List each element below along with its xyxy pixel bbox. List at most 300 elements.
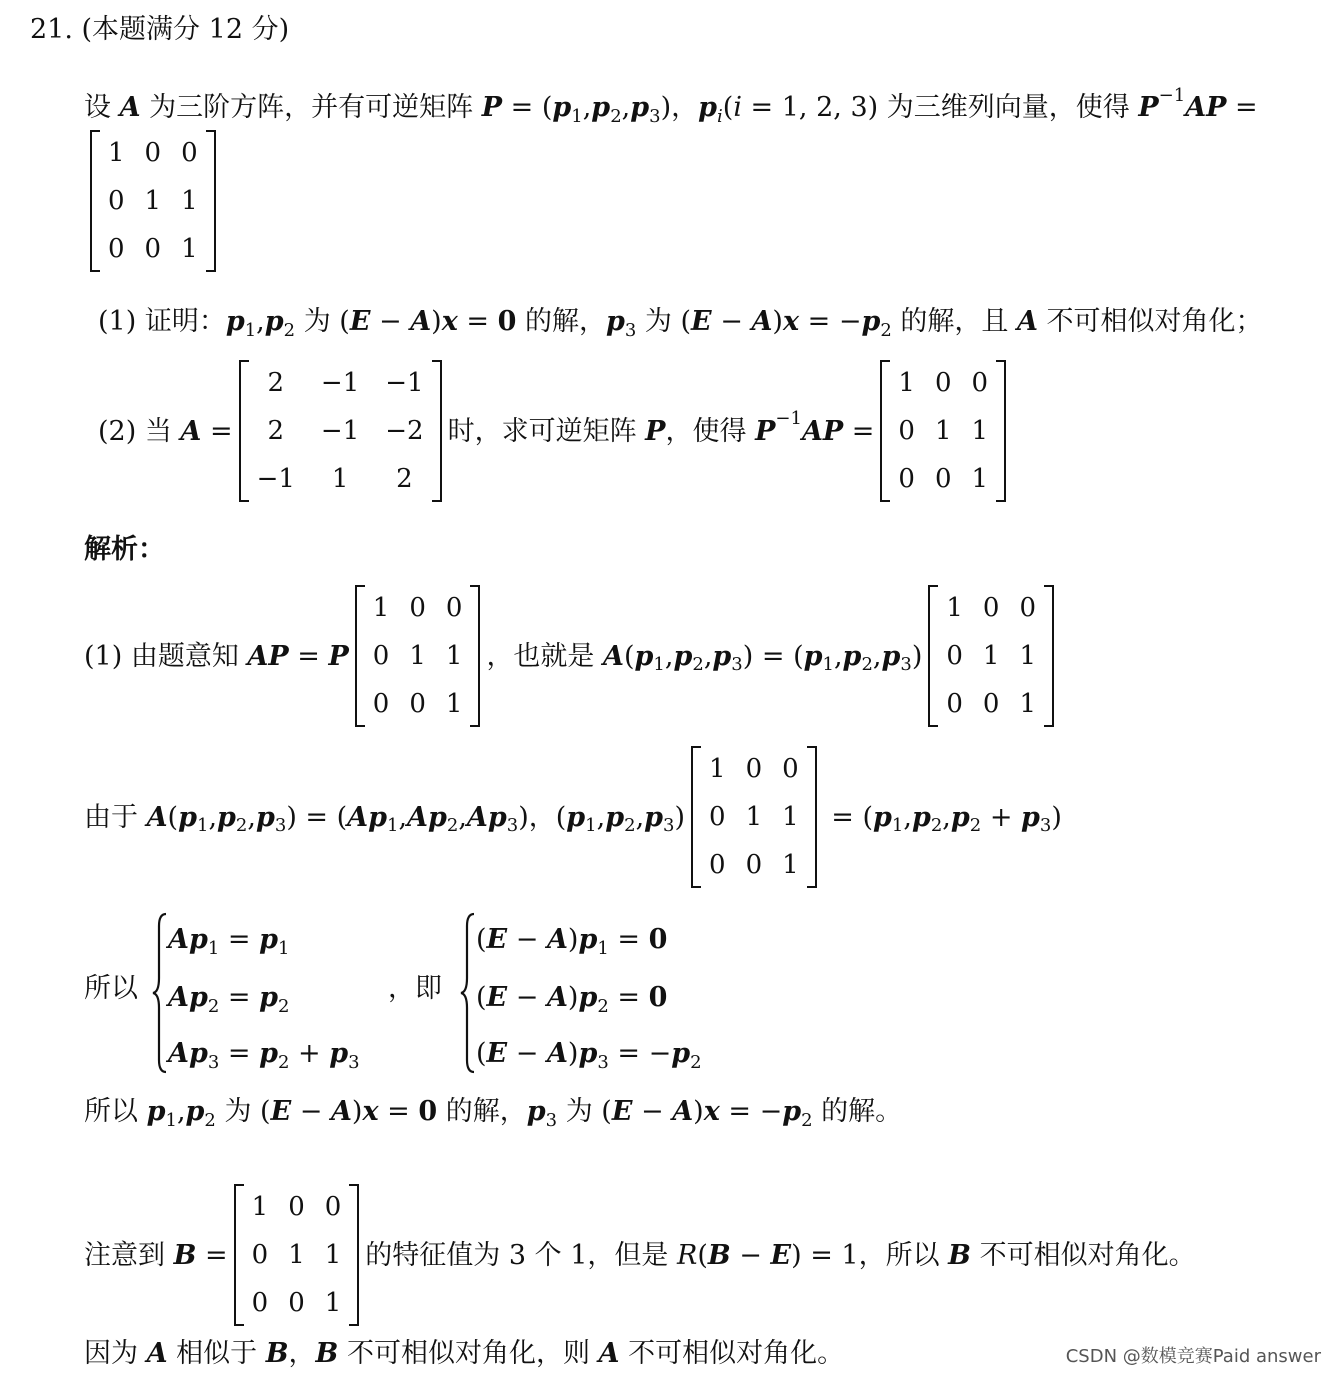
sys-text: =: [219, 924, 260, 955]
sys-val: 0: [648, 924, 668, 955]
part1-text: ): [431, 306, 442, 337]
sys-var: A: [546, 924, 568, 955]
watermark: CSDN @数模竞赛Paid answer: [1065, 1346, 1321, 1367]
sys-var: p: [329, 1038, 349, 1069]
matrix-grid: [890, 360, 996, 502]
s2-text: ,: [903, 801, 912, 833]
s1-text: =: [288, 640, 329, 672]
stem-text: = (: [502, 92, 553, 123]
so-label: [84, 975, 138, 1002]
s2-sub: 1: [891, 815, 904, 836]
s4-text: ,: [176, 1096, 186, 1127]
stem-text: = 1, 2, 3) 为三维列向量，使得: [741, 92, 1139, 123]
s2-text: ): [1051, 801, 1062, 833]
sys-var: Ap: [168, 1038, 208, 1069]
sys-text: ): [567, 982, 579, 1013]
matrix-cell: −1: [256, 464, 295, 494]
stem-text: ,: [582, 92, 592, 123]
matrix-right-bracket: [349, 1184, 359, 1326]
problem-number-text: 21. (本题满分 12 分): [30, 14, 290, 45]
sys-text: −: [507, 924, 547, 955]
s4-text: 为 (: [215, 1096, 271, 1127]
s4-text: 为 (: [557, 1096, 612, 1127]
s1-sub: 2: [861, 654, 873, 675]
matrix-J: [880, 360, 1006, 502]
s4-var: x: [362, 1096, 379, 1127]
stem-var: p: [698, 92, 718, 123]
part2-text: ，使得: [665, 415, 756, 447]
stem-sup: −1: [1158, 84, 1186, 106]
matrix-cell: 0: [709, 850, 726, 880]
part1-text: 为 (: [295, 306, 350, 337]
matrix-cell: 1: [745, 802, 763, 832]
s4-var: A: [330, 1096, 352, 1127]
sys-var: p: [671, 1038, 691, 1069]
matrix-cell: 0: [324, 1192, 342, 1222]
s2-text: ,: [942, 801, 951, 833]
part2-sup: −1: [775, 408, 802, 429]
sys-text: −: [507, 982, 547, 1013]
s1-sub: 3: [731, 654, 743, 675]
part1-var: A: [410, 306, 432, 337]
s2-sub: 3: [506, 815, 519, 836]
s6-text: ，: [288, 1338, 316, 1369]
matrix-right-bracket: [206, 130, 216, 272]
s5-text: −: [730, 1239, 771, 1271]
matrix-cell: 1: [1019, 689, 1037, 719]
s4-sub: 1: [165, 1109, 177, 1131]
stem-text: 为三阶方阵，并有可逆矩阵: [140, 92, 482, 123]
s2-var: p: [566, 801, 586, 833]
sys-sub: 3: [207, 1052, 220, 1073]
s2-var: p: [255, 801, 275, 833]
s1-var: p: [712, 640, 732, 672]
s4-var: p: [185, 1096, 205, 1127]
s4-var: E: [270, 1096, 292, 1127]
matrix-grid: [100, 130, 206, 272]
matrix-cell: 0: [934, 368, 952, 398]
s2-text: ,: [635, 801, 645, 833]
solution-step-6: [84, 1340, 844, 1367]
matrix-cell: 1: [898, 368, 915, 398]
stem-sub: 1: [571, 105, 583, 127]
matrix-cell: 1: [982, 641, 1000, 671]
s2-var: p: [1021, 801, 1040, 833]
s2-text: ,: [596, 801, 606, 833]
part2-text: 时，求可逆矩阵: [447, 415, 646, 447]
solution-step-2: [84, 746, 1062, 888]
sys-sub: 1: [597, 938, 609, 959]
matrix-right-bracket: [807, 746, 817, 888]
stem-sub: 2: [610, 105, 622, 127]
s4-text: −: [632, 1096, 673, 1127]
part1-var: A: [1016, 306, 1038, 337]
matrix-cell: 0: [144, 234, 162, 264]
stem-var: p: [552, 92, 572, 123]
ji-label: [388, 975, 442, 1002]
s4-var: x: [703, 1096, 720, 1127]
matrix-left-bracket: [355, 585, 365, 727]
s2-text: = (: [822, 801, 874, 833]
stem-var: p: [630, 92, 650, 123]
sys-var: Ap: [168, 924, 208, 955]
sys-var: p: [259, 1038, 278, 1069]
matrix-cell: 1: [331, 464, 349, 494]
matrix-cell: 0: [251, 1288, 269, 1318]
part1-sub: 2: [283, 319, 296, 341]
sys-text: = −: [608, 1038, 672, 1069]
matrix-A: [239, 360, 442, 502]
matrix-cell: 0: [946, 641, 963, 671]
part1-zero: 0: [497, 306, 517, 337]
sys-text: =: [608, 982, 649, 1013]
matrix-cell: 0: [288, 1192, 305, 1222]
stem-var: A: [119, 92, 141, 123]
matrix-cell: 0: [982, 593, 1000, 623]
part2-var: AP: [801, 415, 844, 447]
s1-var: p: [842, 640, 862, 672]
solution-step-5: [84, 1184, 1196, 1326]
part1-text: (1) 证明：: [98, 306, 226, 337]
s2-sub: 1: [196, 815, 209, 836]
stem-text: )，: [660, 92, 699, 123]
part2-var: P: [755, 415, 776, 447]
s1-sub: 1: [822, 654, 834, 675]
s2-sub: 2: [624, 815, 636, 836]
sys-var: E: [486, 1038, 508, 1069]
sys-var: E: [486, 982, 508, 1013]
s1-text: ，也就是: [486, 640, 604, 672]
matrix-cell: 1: [445, 641, 463, 671]
stem-text: =: [1226, 92, 1258, 123]
s5-var: B: [707, 1239, 731, 1271]
s1-text: ,: [664, 640, 674, 672]
part1-text: −: [370, 306, 411, 337]
part2-text: =: [843, 415, 875, 447]
matrix-cell: 0: [409, 689, 426, 719]
solution-step-4: [84, 1096, 903, 1131]
matrix-cell: 0: [445, 593, 463, 623]
matrix-cell: 0: [181, 138, 198, 168]
matrix-cell: 0: [409, 593, 426, 623]
matrix-cell: −1: [385, 368, 424, 398]
part-2: [98, 360, 1012, 502]
s4-text: ): [351, 1096, 363, 1127]
sys-text: =: [219, 1038, 260, 1069]
stem-sub: 3: [649, 105, 661, 127]
s6-text: 不可相似对角化，则: [338, 1338, 599, 1369]
matrix-cell: 0: [108, 234, 125, 264]
s1-sub: 2: [692, 654, 704, 675]
part1-var: p: [861, 306, 881, 337]
sys-text: −: [507, 1038, 547, 1069]
sys-text: ): [567, 1038, 579, 1069]
s2-sub: 3: [274, 815, 287, 836]
s2-sub: 1: [387, 815, 399, 836]
part1-var: A: [751, 306, 773, 337]
s5-text: 不可相似对角化。: [971, 1239, 1196, 1271]
sys-var: Ap: [168, 982, 208, 1013]
matrix-grid: [244, 1184, 350, 1326]
part1-var: p: [264, 306, 284, 337]
s4-var: p: [146, 1096, 166, 1127]
part1-text: = −: [799, 306, 862, 337]
matrix-cell: 0: [782, 754, 799, 784]
s2-text: (: [167, 801, 179, 833]
matrix-cell: 0: [1019, 593, 1037, 623]
matrix-cell: 1: [288, 1240, 305, 1270]
matrix-cell: 0: [971, 368, 989, 398]
matrix-cell: 2: [396, 464, 413, 494]
s2-var: p: [644, 801, 664, 833]
s1-var: A: [603, 640, 624, 672]
s2-var: Ap: [347, 801, 387, 833]
matrix-right-bracket: [432, 360, 442, 502]
solution-heading: [84, 536, 165, 563]
matrix: [90, 130, 216, 272]
part2-var: A: [180, 415, 202, 447]
part1-var: x: [441, 306, 458, 337]
sys-text: ): [567, 924, 579, 955]
matrix-cell: 1: [782, 850, 799, 880]
matrix-cell: 1: [782, 802, 799, 832]
stem-var: P: [1138, 92, 1159, 123]
s1-text: ,: [872, 640, 882, 672]
s1-sub: 1: [653, 654, 665, 675]
s6-text: 相似于: [167, 1338, 266, 1369]
s6-var: A: [598, 1338, 620, 1369]
s5-text: 的特征值为 3 个 1，但是: [365, 1239, 677, 1271]
part1-sub: 3: [624, 319, 637, 341]
problem-stem: [84, 84, 1258, 127]
part1-var: E: [349, 306, 371, 337]
stem-var: i: [733, 92, 742, 123]
part-1: [98, 306, 1263, 341]
matrix-left-bracket: [239, 360, 249, 502]
matrix-cell: −1: [320, 416, 360, 446]
sys-var: p: [578, 982, 598, 1013]
matrix-cell: 0: [946, 689, 963, 719]
s1-text: ): [911, 640, 923, 672]
matrix-cell: 2: [267, 368, 285, 398]
s5-var: B: [173, 1239, 197, 1271]
s4-var: A: [672, 1096, 694, 1127]
matrix-cell: −1: [320, 368, 360, 398]
s2-var: p: [605, 801, 625, 833]
matrix-J: [928, 585, 1054, 727]
part2-text: =: [201, 415, 233, 447]
sys-sub: 3: [348, 1052, 360, 1073]
matrix-cell: 1: [946, 593, 963, 623]
s4-var: p: [782, 1096, 802, 1127]
s4-sub: 3: [545, 1109, 558, 1131]
system-2-line: [476, 1038, 702, 1073]
system-1: [152, 912, 392, 1074]
matrix-cell: 0: [372, 689, 390, 719]
sys-var: A: [546, 982, 568, 1013]
matrix-cell: 1: [181, 186, 198, 216]
part1-text: 的解，且: [891, 306, 1017, 337]
s4-zero: 0: [418, 1096, 438, 1127]
s1-sub: 3: [900, 654, 912, 675]
s4-text: −: [291, 1096, 331, 1127]
sys-text: (: [476, 1038, 487, 1069]
s5-text: ) = 1，所以: [791, 1239, 949, 1271]
matrix-J: [355, 585, 481, 727]
s6-var: B: [315, 1338, 339, 1369]
s5-text: (: [697, 1239, 708, 1271]
system-1-line: [168, 924, 290, 959]
s4-text: = −: [719, 1096, 783, 1127]
part1-sub: 2: [880, 319, 892, 341]
part1-var: p: [225, 306, 245, 337]
matrix-right-bracket: [470, 585, 480, 727]
matrix-cell: 1: [934, 416, 952, 446]
s4-text: 的解，: [437, 1096, 527, 1127]
matrix-cell: 0: [144, 138, 162, 168]
s6-var: B: [265, 1338, 289, 1369]
part2-text: (2) 当: [98, 415, 181, 447]
s1-text: (: [623, 640, 635, 672]
system-1-line: [168, 982, 290, 1017]
s2-text: +: [981, 801, 1022, 833]
matrix-cell: 1: [144, 186, 162, 216]
system-1-line: [168, 1038, 360, 1073]
matrix-grid: [365, 585, 471, 727]
sys-var: A: [546, 1038, 568, 1069]
s6-var: A: [146, 1338, 168, 1369]
left-brace-icon: [152, 912, 168, 1074]
s2-var: Ap: [407, 801, 447, 833]
s4-var: E: [611, 1096, 633, 1127]
sys-sub: 1: [207, 938, 220, 959]
matrix-J: [691, 746, 817, 888]
sys-var: E: [486, 924, 508, 955]
system-2-line: [476, 924, 668, 959]
matrix-cell: 1: [251, 1192, 269, 1222]
matrix-cell: 1: [372, 593, 390, 623]
s2-sub: 2: [446, 815, 459, 836]
part1-sub: 1: [244, 319, 257, 341]
s1-var: p: [634, 640, 654, 672]
part1-text: =: [457, 306, 498, 337]
sys-var: p: [578, 924, 598, 955]
s4-text: =: [378, 1096, 419, 1127]
sys-sub: 2: [597, 996, 609, 1017]
sys-text: (: [476, 924, 487, 955]
part2-var: P: [645, 415, 666, 447]
matrix-cell: 1: [971, 416, 989, 446]
matrix-cell: 1: [181, 234, 198, 264]
problem-number: [30, 16, 289, 43]
s4-text: 的解。: [812, 1096, 903, 1127]
s1-var: AP: [247, 640, 289, 672]
matrix-cell: 0: [898, 464, 915, 494]
part1-text: 的解，: [516, 306, 606, 337]
s2-text: ,: [398, 801, 408, 833]
matrix-cell: 0: [709, 802, 726, 832]
stem-sub: i: [717, 105, 723, 127]
s4-text: 所以: [84, 1096, 147, 1127]
matrix-cell: 0: [982, 689, 1000, 719]
s5-var: E: [770, 1239, 792, 1271]
s5-text: 注意到: [84, 1239, 174, 1271]
matrix-cell: 1: [445, 689, 463, 719]
matrix-left-bracket: [234, 1184, 244, 1326]
s5-var: R: [676, 1239, 698, 1271]
part1-var: E: [691, 306, 712, 337]
s2-sub: 1: [585, 815, 597, 836]
matrix-grid: [938, 585, 1044, 727]
matrix-grid: [249, 360, 432, 502]
sys-sub: 2: [277, 996, 290, 1017]
stem-text: (: [722, 92, 734, 123]
matrix-left-bracket: [880, 360, 890, 502]
matrix-cell: 1: [971, 464, 989, 494]
matrix-cell: 1: [324, 1240, 342, 1270]
sys-text: +: [289, 1038, 330, 1069]
matrix-right-bracket: [1044, 585, 1054, 727]
sys-sub: 1: [277, 938, 290, 959]
matrix-left-bracket: [928, 585, 938, 727]
s1-var: P: [328, 640, 349, 672]
s2-text: ): [674, 801, 686, 833]
matrix-cell: 0: [745, 754, 763, 784]
system-2: [460, 912, 720, 1074]
matrix-cell: 0: [288, 1288, 305, 1318]
s2-text: )，(: [518, 801, 567, 833]
s4-sub: 2: [801, 1109, 813, 1131]
s2-var: Ap: [466, 801, 507, 833]
stem-var: p: [591, 92, 611, 123]
solution-heading-text: 解析：: [84, 534, 165, 565]
part1-text: −: [711, 306, 752, 337]
sys-var: p: [259, 924, 278, 955]
matrix-cell: 2: [267, 416, 285, 446]
sys-var: p: [259, 982, 278, 1013]
stem-matrix: [84, 130, 222, 272]
s1-text: ) = (: [742, 640, 804, 672]
sys-text: =: [608, 924, 649, 955]
s1-text: ,: [703, 640, 713, 672]
sys-sub: 2: [207, 996, 220, 1017]
s2-text: 由于: [84, 801, 147, 833]
matrix-right-bracket: [996, 360, 1006, 502]
s2-text: ,: [247, 801, 256, 833]
stem-var: AP: [1185, 92, 1227, 123]
matrix-cell: 1: [709, 754, 726, 784]
s6-text: 不可相似对角化。: [619, 1338, 845, 1369]
matrix-cell: 0: [108, 186, 125, 216]
matrix-cell: 1: [1019, 641, 1037, 671]
sys-val: 0: [648, 982, 668, 1013]
s4-var: p: [526, 1096, 546, 1127]
part1-text: ,: [256, 306, 265, 337]
matrix-B: [234, 1184, 360, 1326]
matrix-cell: 0: [251, 1240, 269, 1270]
solution-step-1: [84, 585, 1060, 727]
part1-text: 为 (: [636, 306, 692, 337]
sys-sub: 3: [597, 1052, 609, 1073]
matrix-grid: [701, 746, 807, 888]
matrix-cell: 1: [324, 1288, 342, 1318]
part1-text: ): [772, 306, 783, 337]
matrix-cell: 0: [745, 850, 763, 880]
s4-text: ): [693, 1096, 704, 1127]
matrix-left-bracket: [691, 746, 701, 888]
s2-var: p: [873, 801, 892, 833]
s2-sub: 2: [930, 815, 943, 836]
